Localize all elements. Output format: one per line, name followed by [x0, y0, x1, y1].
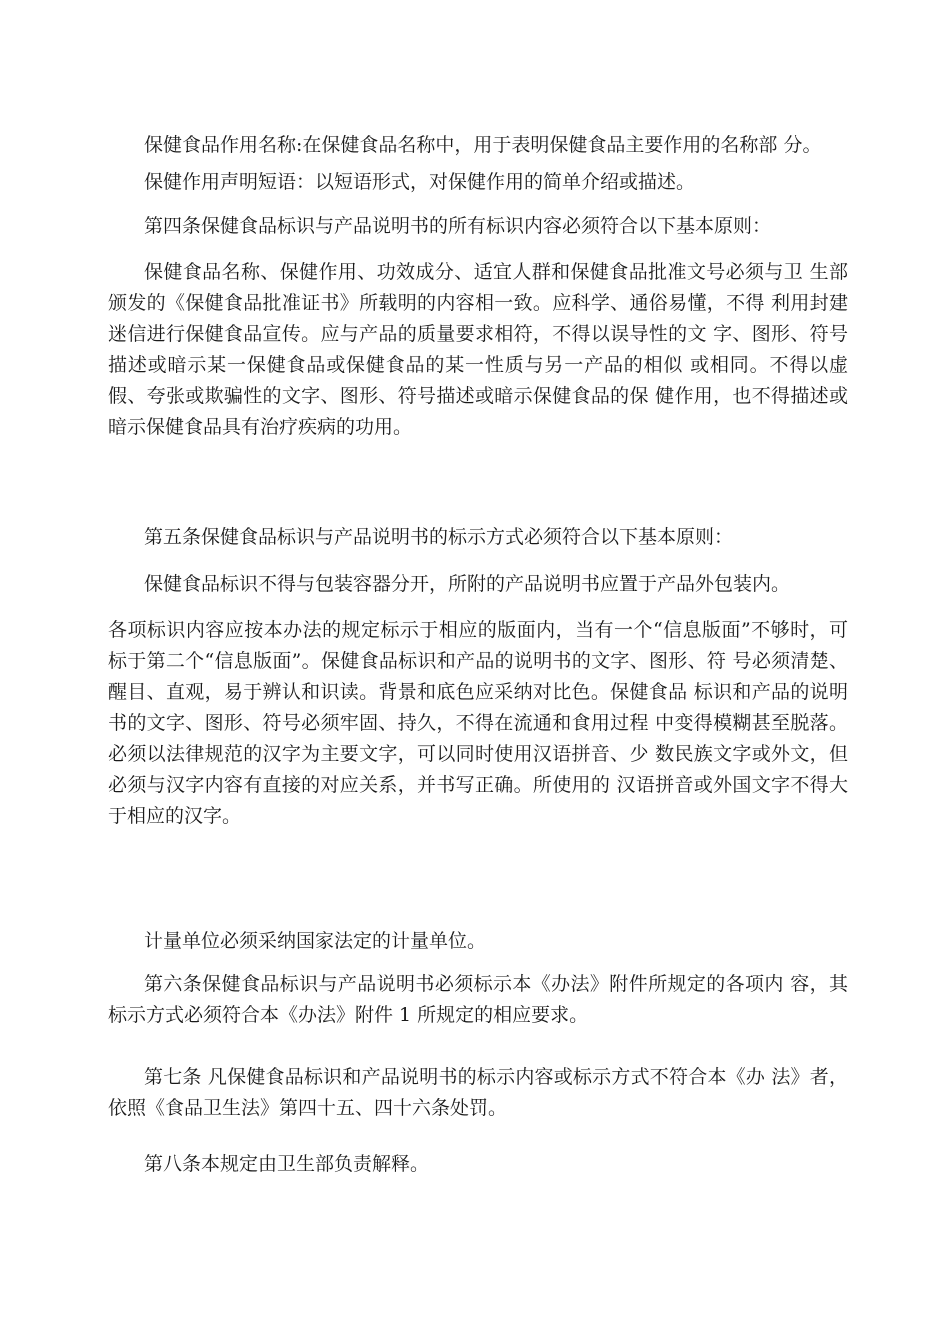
paragraph-basic-principles-content: 保健食品名称、保健作用、功效成分、适宜人群和保健食品批准文号必须与卫 生部颁发的《保健食品批准证书》所载明的内容相一致。应科学、通俗易懂，不得 利用封建迷信进行保健食品宣传。应与产品的质量要求相符，不得以误导性的文 字、图形、符号描述或暗示某一保健食品或保健食品的某一性质与另一产品的相似 或相同。不得以虚假、夸张或欺骗性的文字、图形、符号描述或暗示保健食品的保 健作用，也不得描述或暗示保健食品具有治疗疾病的功用。 [108, 261, 848, 438]
paragraph-label-not-separate: 保健食品标识不得与包装容器分开，所附的产品说明书应置于产品外包装内。 [144, 573, 791, 595]
paragraph-health-function-name: 保健食品作用名称:在保健食品名称中，用于表明保健食品主要作用的名称部 分。 [144, 134, 822, 156]
paragraph-health-function-claim: 保健作用声明短语：以短语形式，对保健作用的简单介绍或描述。 [144, 171, 696, 193]
paragraph-article-4: 第四条保健食品标识与产品说明书的所有标识内容必须符合以下基本原则： [144, 215, 772, 237]
paragraph-measurement-units: 计量单位必须采纳国家法定的计量单位。 [144, 930, 487, 952]
paragraph-article-8: 第八条本规定由卫生部负责解释。 [144, 1153, 430, 1175]
paragraph-article-5: 第五条保健食品标识与产品说明书的标示方式必须符合以下基本原则： [144, 526, 734, 548]
paragraph-label-display-requirements: 各项标识内容应按本办法的规定标示于相应的版面内，当有一个“信息版面”不够时，可标于第二个“信息版面”。保健食品标识和产品的说明书的文字、图形、符 号必须清楚、醒目、直观，易于辨认和识读。背景和底色应采纳对比色。保健食品 标识和产品的说明书的文字、图形、符号必须牢固、持久，不得在流通和食用过程 中变得模糊甚至脱落。必须以法律规范的汉字为主要文字，可以同时使用汉语拼音、少 数民族文字或外文，但必须与汉字内容有直接的对应关系，并书写正确。所使用的 汉语拼音或外国文字不得大于相应的汉字。 [108, 619, 848, 827]
paragraph-article-7: 第七条 凡保健食品标识和产品说明书的标示内容或标示方式不符合本《办 法》者，依照《食品卫生法》第四十五、四十六条处罚。 [108, 1066, 848, 1119]
paragraph-article-6: 第六条保健食品标识与产品说明书必须标示本《办法》附件所规定的各项内 容，其标示方式必须符合本《办法》附件 1 所规定的相应要求。 [108, 973, 848, 1026]
